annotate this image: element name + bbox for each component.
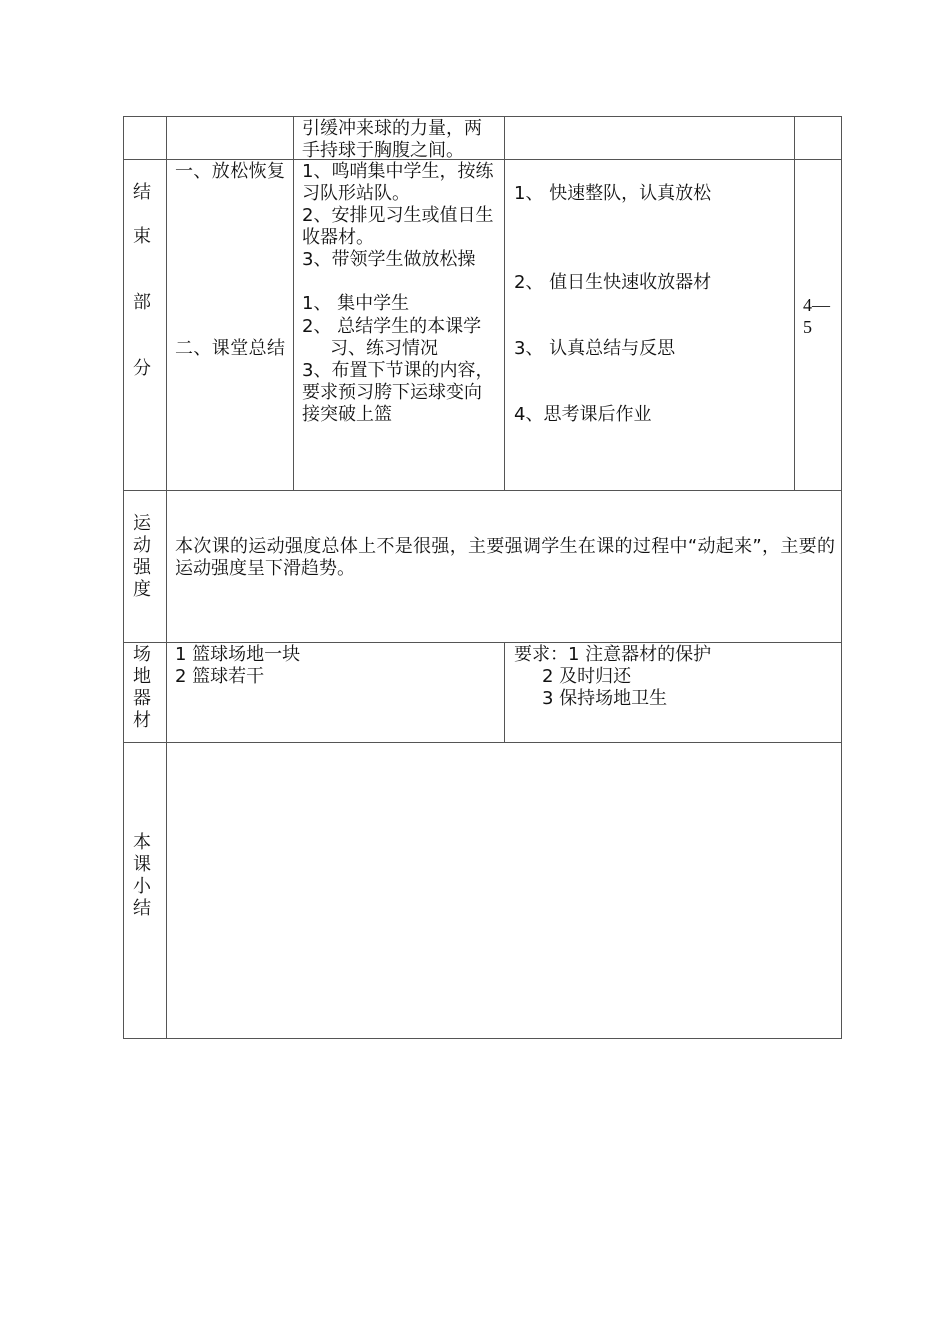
top-row-content: 引缓冲来球的力量，两手持球于胸腹之间。 [302,118,482,161]
venue-requirement-item: 3 保持场地卫生 [542,688,668,709]
col-line-right [841,116,842,1039]
teacher-item: 2、 总结学生的本课学 [302,316,482,337]
student-item: 3、 认真总结与反思 [514,338,676,359]
summary-label-char: 结 [133,898,151,919]
venue-label-char: 器 [133,688,151,709]
time-value: 5 [803,317,812,337]
row-line-top [123,116,842,117]
student-item: 1、 快速整队，认真放松 [514,183,712,204]
row-line-venue-top [123,642,842,643]
row-line-intensity-top [123,490,842,491]
part-summary: 二、课堂总结 [175,338,285,359]
row-line-bottom [123,1038,842,1039]
teacher-item: 3、带领学生做放松操 [302,249,476,270]
end-label-char: 结 [133,182,151,203]
venue-requirement-title: 要求：1 注意器材的保护 [514,644,712,665]
col-line-student [794,116,795,491]
summary-label-char: 课 [133,854,151,875]
teacher-item: 习、练习情况 [330,338,438,359]
venue-requirement-item: 2 及时归还 [542,666,632,687]
venue-label-char: 场 [133,644,151,665]
end-label-char: 束 [133,226,151,247]
teacher-item: 2、安排见习生或值日生收器材。 [302,205,494,248]
end-label-char: 分 [133,358,151,379]
end-label-char: 部 [133,292,151,313]
venue-label-char: 地 [133,666,151,687]
summary-label-char: 本 [133,832,151,853]
student-item: 2、 值日生快速收放器材 [514,272,712,293]
venue-label-char: 材 [133,710,151,731]
venue-item: 2 篮球若干 [175,666,265,687]
summary-content[interactable] [175,752,835,1028]
intensity-label-char: 运 [133,513,151,534]
intensity-label-char: 强 [133,557,151,578]
summary-label-char: 小 [133,876,151,897]
time-value: 4— [803,295,830,315]
col-line-teacher-venue [504,642,505,743]
intensity-label-char: 度 [133,579,151,600]
col-line-part [293,116,294,491]
part-relax: 一、放松恢复 [175,161,285,182]
teacher-item: 1、鸣哨集中学生，按练习队形站队。 [302,161,494,204]
student-item: 4、思考课后作业 [514,404,652,425]
intensity-text: 本次课的运动强度总体上不是很强，主要强调学生在课的过程中“动起来”，主要的运动强度呈下滑趋势。 [175,536,835,579]
teacher-item: 1、 集中学生 [302,293,410,314]
col-line-label [166,116,167,1039]
venue-item: 1 篮球场地一块 [175,644,301,665]
col-line-teacher [504,116,505,491]
intensity-label-char: 动 [133,535,151,556]
teacher-item: 3、布置下节课的内容，要求预习胯下运球变向接突破上篮 [302,360,494,425]
col-line-left [123,116,124,1039]
row-line-summary-top [123,742,842,743]
